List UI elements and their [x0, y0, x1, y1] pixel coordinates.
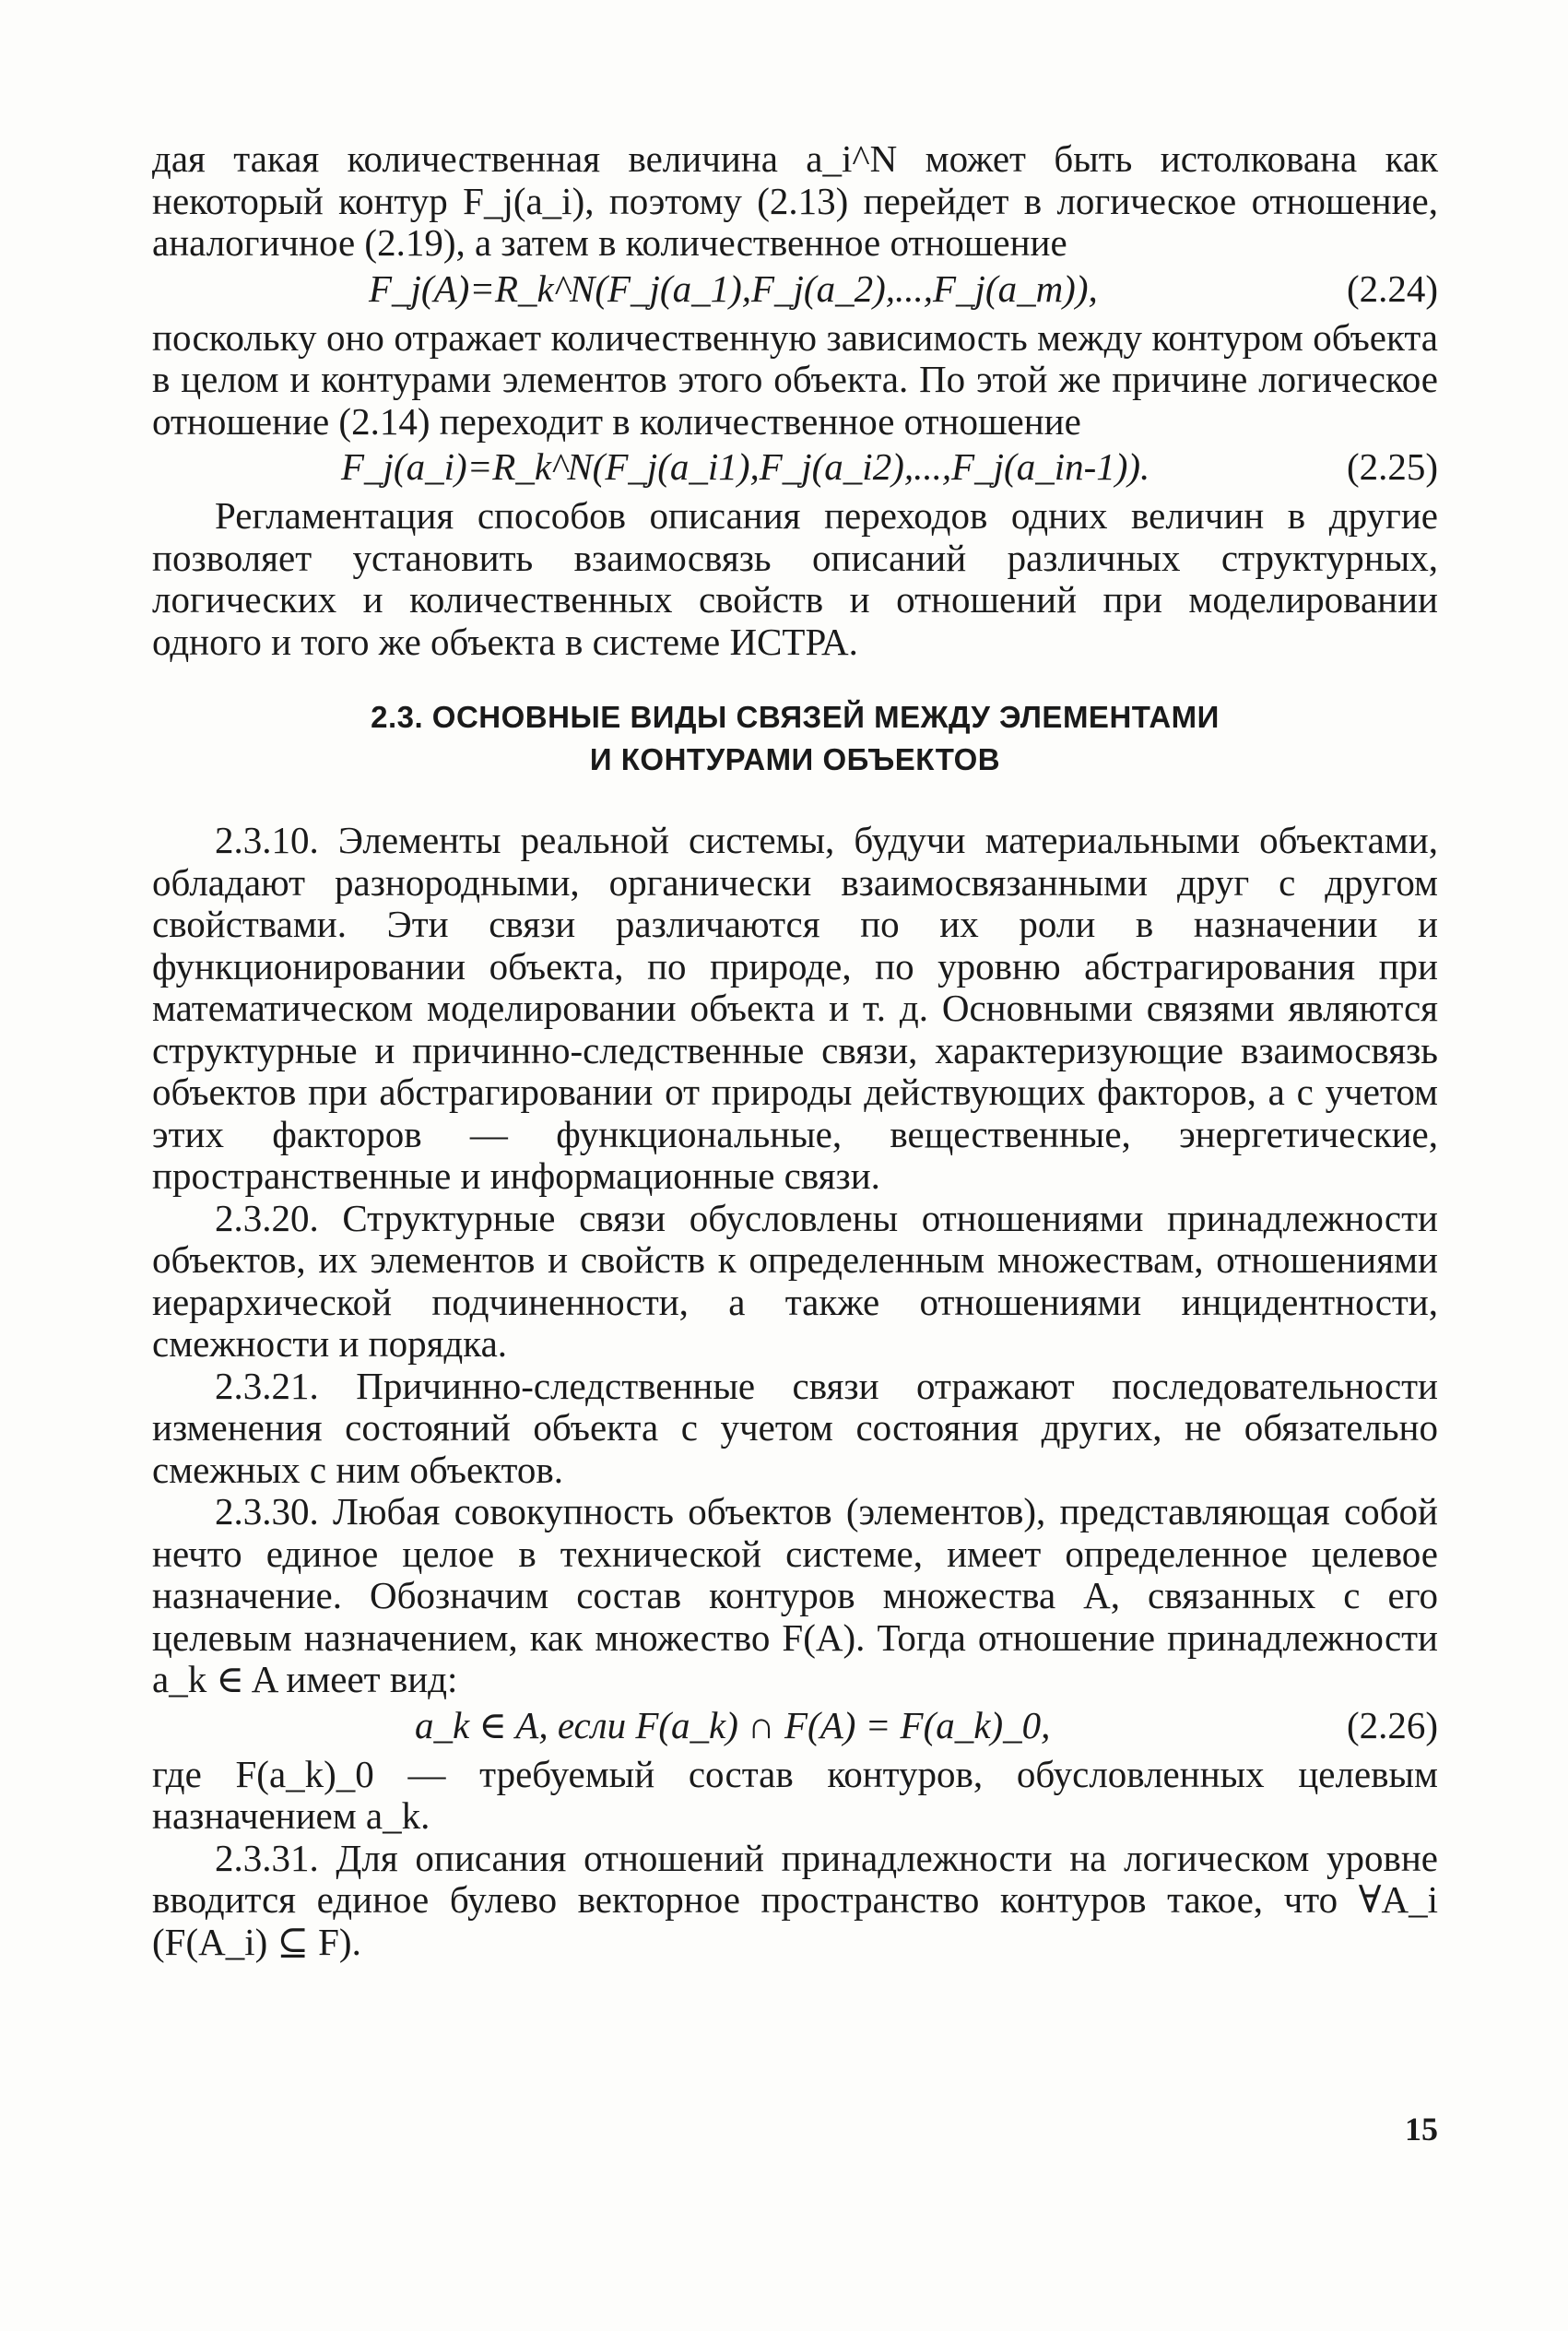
equation-2-26-expr: a_k ∈ A, если F(a_k) ∩ F(A) = F(a_k)_0,: [415, 1703, 1051, 1746]
equation-2-24-number: (2.24): [1346, 266, 1438, 310]
paragraph-where: где F(a_k)_0 — требуемый состав контуров, обусловленных целевым назначением a_k.: [152, 1752, 1438, 1837]
equation-2-25: [152, 446, 1438, 490]
section-heading-line-1: 2.3. ОСНОВНЫЕ ВИДЫ СВЯЗЕЙ МЕЖДУ ЭЛЕМЕНТАМИ: [371, 700, 1220, 734]
text-column: [152, 138, 1438, 1963]
equation-2-26: [152, 1705, 1438, 1748]
section-heading-line-2: И КОНТУРАМИ ОБЪЕКТОВ: [589, 742, 1001, 776]
paragraph-after-2-24: поскольку оно отражает количественную зависимость между контуром объекта в целом и контурами элементов этого объекта. По этой же причине логическое отношение (2.14) переходит в количественное отношение: [152, 315, 1438, 443]
equation-2-24: [152, 268, 1438, 312]
paragraph-2-3-20: 2.3.20. Структурные связи обусловлены отношениями принадлежности объектов, их элементов и свойств к определенным множествам, отношениями иерархической подчиненности, а также отношениями инцидентности, смежности и порядка.: [152, 1196, 1438, 1365]
section-heading: [152, 696, 1438, 781]
paragraph-2-3-30: 2.3.30. Любая совокупность объектов (элементов), представляющая собой нечто единое целое в технической системе, имеет определенное целевое назначение. Обозначим состав контуров множества A, связанных с его целевым назначением, как множество F(A). Тогда отношение принадлежности a_k ∈ A имеет вид:: [152, 1490, 1438, 1700]
paragraph-2-3-10: 2.3.10. Элементы реальной системы, будучи материальными объектами, обладают разнородными, органически взаимосвязанными друг с другом свойствами. Эти связи различаются по их роли в назначении и функционировании объекта, по природе, по уровню абстрагирования при математическом моделировании объекта и т. д. Основными связями являются структурные и причинно-следственные связи, характеризующие взаимосвязь объектов при абстрагировании от природы действующих факторов, а с учетом этих факторов — функциональные, вещественные, энергетические, пространственные и информационные связи.: [152, 819, 1438, 1197]
equation-2-25-expr: F_j(a_i)=R_k^N(F_j(a_i1),F_j(a_i2),...,F_j(a_in-1)).: [341, 445, 1150, 488]
equation-2-25-number: (2.25): [1346, 445, 1438, 488]
paragraph-2-3-21: 2.3.21. Причинно-следственные связи отражают последовательности изменения состояний объекта с учетом состояния других, не обязательно смежных с ним объектов.: [152, 1364, 1438, 1491]
equation-2-26-number: (2.26): [1346, 1703, 1438, 1746]
paragraph-reglamentation: Регламентация способов описания переходов одних величин в другие позволяет установить взаимосвязь описаний различных структурных, логических и количественных свойств и отношений при моделировании одного и того же объекта в системе ИСТРА.: [152, 494, 1438, 663]
equation-2-24-expr: F_j(A)=R_k^N(F_j(a_1),F_j(a_2),...,F_j(a_m)),: [369, 266, 1098, 310]
page-number: 15: [1405, 2111, 1438, 2148]
paragraph-2-3-31: 2.3.31. Для описания отношений принадлежности на логическом уровне вводится единое булево векторное пространство контуров такое, что ∀A_i (F(A_i) ⊆ F).: [152, 1836, 1438, 1963]
paragraph-intro: дая такая количественная величина a_i^N может быть истолкована как некоторый контур F_j(a_i), поэтому (2.13) перейдет в логическое отношение, аналогичное (2.19), а затем в количественное отношение: [152, 137, 1438, 264]
